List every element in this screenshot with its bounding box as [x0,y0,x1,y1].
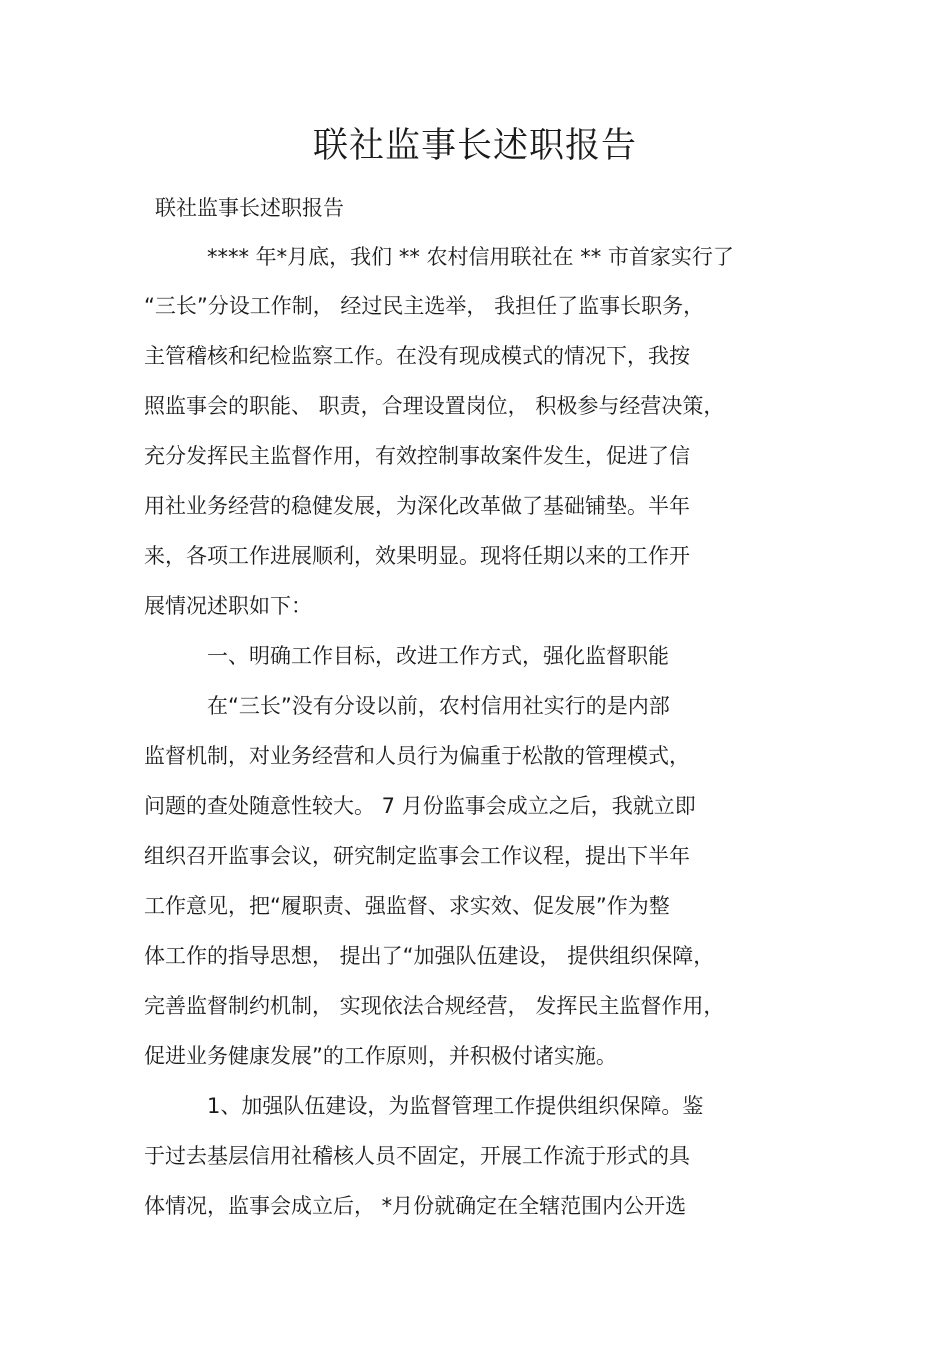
paragraph-line: 展情况述职如下： [144,594,312,618]
paragraph-line: 体工作的指导思想， 提出了“加强队伍建设， 提供组织保障， [144,944,715,968]
paragraph-line: **** 年*月底，我们 ** 农村信用联社在 ** 市首家实行了 [207,245,734,269]
paragraph-line: 用社业务经营的稳健发展，为深化改革做了基础铺垫。半年 [144,494,690,518]
paragraph-line: 组织召开监事会议，研究制定监事会工作议程，提出下半年 [144,844,690,868]
paragraph-line: 监督机制，对业务经营和人员行为偏重于松散的管理模式， [144,744,690,768]
section-heading: 一、明确工作目标，改进工作方式，强化监督职能 [207,644,669,668]
paragraph-line: 完善监督制约机制， 实现依法合规经营， 发挥民主监督作用， [144,994,725,1018]
paragraph-line: 来，各项工作进展顺利，效果明显。现将任期以来的工作开 [144,544,690,568]
paragraph-line: 工作意见，把“履职责、强监督、求实效、促发展”作为整 [144,894,670,918]
subsection-line: 1、加强队伍建设，为监督管理工作提供组织保障。鉴 [207,1094,704,1118]
document-title: 联社监事长述职报告 [312,126,637,166]
paragraph-line-subtitle: 联社监事长述职报告 [155,196,344,220]
paragraph-line: 主管稽核和纪检监察工作。在没有现成模式的情况下，我按 [144,344,690,368]
paragraph-line: 促进业务健康发展”的工作原则，并积极付诸实施。 [144,1044,617,1068]
paragraph-line: 于过去基层信用社稽核人员不固定，开展工作流于形式的具 [144,1144,690,1168]
paragraph-line: 体情况，监事会成立后， *月份就确定在全辖范围内公开选 [144,1194,687,1218]
paragraph-line: 在“三长”没有分设以前，农村信用社实行的是内部 [207,694,670,718]
paragraph-line: “三长”分设工作制， 经过民主选举， 我担任了监事长职务， [144,294,705,318]
paragraph-line: 照监事会的职能、 职责，合理设置岗位， 积极参与经营决策， [144,394,725,418]
paragraph-line: 问题的查处随意性较大。 7 月份监事会成立之后，我就立即 [144,794,696,818]
paragraph-line: 充分发挥民主监督作用，有效控制事故案件发生，促进了信 [144,444,690,468]
